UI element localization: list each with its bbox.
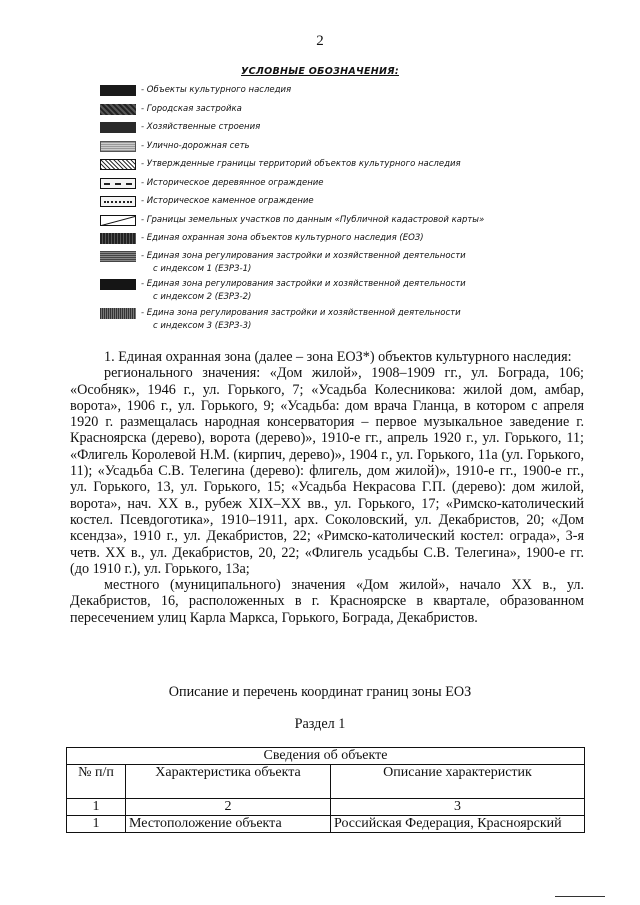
table-row bbox=[67, 799, 585, 816]
table-header-description: Описание характеристик bbox=[331, 765, 585, 799]
legend-label: - Улично-дорожная сеть bbox=[141, 141, 250, 151]
ezrz1-swatch-icon bbox=[100, 251, 136, 262]
legend-label: - Границы земельных участков по данным «Публичной кадастровой карты» bbox=[141, 215, 485, 225]
table-group-header-row bbox=[67, 748, 585, 765]
page-number: 2 bbox=[316, 33, 324, 49]
table-cell: 1 bbox=[67, 816, 126, 833]
legend-label-continued: с индексом 3 (ЕЗРЗ-3) bbox=[153, 321, 252, 331]
legend-title: УСЛОВНЫЕ ОБОЗНАЧЕНИЯ: bbox=[240, 66, 400, 77]
legend-label-continued: с индексом 2 (ЕЗРЗ-2) bbox=[153, 292, 252, 302]
legend-label: - Единая охранная зона объектов культурного наследия (ЕОЗ) bbox=[141, 233, 424, 243]
cadastral-swatch-icon bbox=[100, 215, 136, 226]
table-cell: 2 bbox=[126, 799, 331, 816]
heritage-swatch-icon bbox=[100, 85, 136, 96]
legend-label: - Едина зона регулирования застройки и хозяйственной деятельности bbox=[141, 308, 461, 318]
legend-label: - Историческое каменное ограждение bbox=[141, 196, 314, 206]
body-text bbox=[70, 349, 584, 626]
legend-label: - Хозяйственные строения bbox=[141, 122, 261, 132]
object-table bbox=[66, 747, 585, 833]
legend-label: - Историческое деревянное ограждение bbox=[141, 178, 324, 188]
section-heading: Описание и перечень координат границ зоны ЕОЗ bbox=[168, 684, 472, 700]
paragraph-regional-objects: регионального значения: «Дом жилой», 1908–1909 гг., ул. Бограда, 106; «Особняк», 1946 г., ул. Горького, 7; «Усадьба Колесникова: жилой дом, амбар, ворота», 1906 г., ул. Горького, 9; «Усадьба: дом врача Гланца, в котором с апреля 1920 г. размещалась народная консерватория – первое музыкальное заведение г. Красноярска (дерево), ворота (дерево)», 1910-е гг., апрель 1920 г., ул. Горького, 11; «Флигель Королевой Н.М. (кирпич, дерево)», 1904 г., ул. Горького, 11а (ул. Горького, 11); «Усадьба С.В. Телегина (дерево): флигель, дом жилой)», 1910-е гг., 1900-е гг., ул. Горького, 13, ул. Горького, 15; «Усадьба Некрасова Г.П. (дерево): дом жилой, ворота», нач. XX в., рубеж XIX–XX вв., ул. Горького, 17; «Римско-католический костел. Псевдоготика», 1910–1911, арх. Соколовский, ул. Декабристов, 20; «Дом ксендза», 1910 г., ул. Декабристов, 22; «Римско-католический костел: ограда», 3-я четв. XX в., ул. Декабристов, 20, 22; «Флигель усадьбы С.В. Телегина», 1900-е гг. (до 1910 г.), ул. Горького, 13а; bbox=[70, 365, 584, 577]
bounds-swatch-icon bbox=[100, 159, 136, 170]
farm-swatch-icon bbox=[100, 122, 136, 133]
table-cell: Российская Федерация, Красноярский bbox=[331, 816, 585, 833]
road-swatch-icon bbox=[100, 141, 136, 152]
wood-fence-swatch-icon bbox=[100, 178, 136, 189]
table-group-header: Сведения об объекте bbox=[67, 748, 585, 765]
table-header-row bbox=[67, 765, 585, 799]
ezrz2-swatch-icon bbox=[100, 279, 136, 290]
legend-label: - Утвержденные границы территорий объектов культурного наследия bbox=[141, 159, 461, 169]
city-swatch-icon bbox=[100, 104, 136, 115]
eoz-swatch-icon bbox=[100, 233, 136, 244]
legend-label-continued: с индексом 1 (ЕЗРЗ-1) bbox=[153, 264, 252, 274]
table-cell: 1 bbox=[67, 799, 126, 816]
table-cell: Местоположение объекта bbox=[126, 816, 331, 833]
paragraph-local-objects: местного (муниципального) значения «Дом жилой», начало XX в., ул. Декабристов, 16, расположенных в г. Красноярске в квартале, образованном пересечением улиц Карла Маркса, Горького, Бограда, Декабристов. bbox=[70, 577, 584, 626]
legend-label: - Городская застройка bbox=[141, 104, 242, 114]
footer-rule bbox=[555, 896, 605, 897]
stone-fence-swatch-icon bbox=[100, 196, 136, 207]
legend-label: - Единая зона регулирования застройки и хозяйственной деятельности bbox=[141, 279, 466, 289]
legend-label: - Объекты культурного наследия bbox=[141, 85, 292, 95]
legend-label: - Единая зона регулирования застройки и хозяйственной деятельности bbox=[141, 251, 466, 261]
table-header-characteristic: Характеристика объекта bbox=[126, 765, 331, 799]
table-row bbox=[67, 816, 585, 833]
section-number: Раздел 1 bbox=[294, 716, 346, 732]
table-header-number: № п/п bbox=[67, 765, 126, 799]
table-cell: 3 bbox=[331, 799, 585, 816]
ezrz3-swatch-icon bbox=[100, 308, 136, 319]
paragraph-zone-definition: 1. Единая охранная зона (далее – зона ЕОЗ*) объектов культурного наследия: bbox=[104, 349, 572, 365]
